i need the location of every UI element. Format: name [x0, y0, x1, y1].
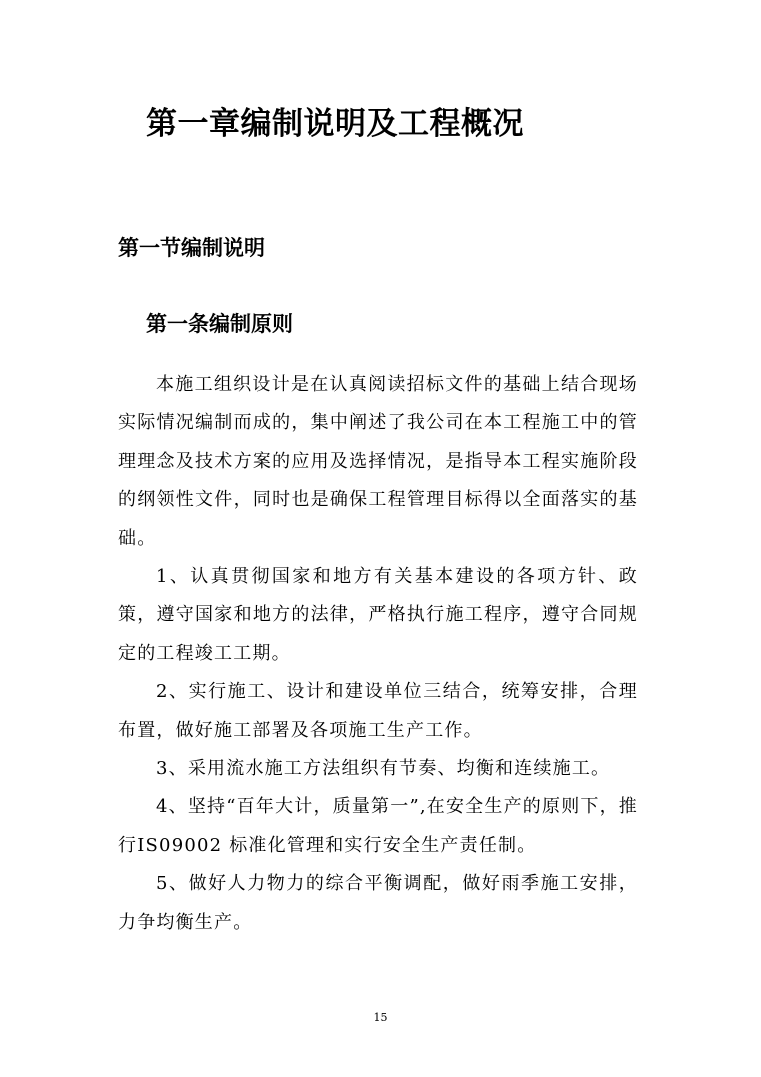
section-title: 第一节编制说明 — [118, 236, 265, 260]
body-text — [118, 366, 638, 942]
page-number: 15 — [373, 1011, 388, 1024]
paragraph-item-4: 4、坚持“百年大计，质量第一”,在安全生产的原则下，推行IS09002 标准化管理和实行安全生产责任制。 — [118, 796, 638, 856]
paragraph-item-1: 1、认真贯彻国家和地方有关基本建设的各项方针、政策，遵守国家和地方的法律，严格执行施工程序，遵守合同规定的工程竣工工期。 — [118, 566, 638, 664]
chapter-title: 第一章编制说明及工程概况 — [146, 106, 524, 142]
paragraph-item-3: 3、采用流水施工方法组织有节奏、均衡和连续施工。 — [156, 758, 611, 780]
paragraph-intro: 本施工组织设计是在认真阅读招标文件的基础上结合现场实际情况编制而成的，集中阐述了我公司在本工程施工中的管理理念及技术方案的应用及选择情况，是指导本工程实施阶段的纲领性文件，同时也是确保工程管理目标得以全面落实的基础。 — [118, 374, 638, 549]
article-title: 第一条编制原则 — [146, 312, 293, 336]
paragraph-item-2: 2、实行施工、设计和建设单位三结合，统筹安排，合理布置，做好施工部署及各项施工生产工作。 — [118, 681, 638, 741]
paragraph-item-5: 5、做好人力物力的综合平衡调配，做好雨季施工安排，力争均衡生产。 — [118, 873, 638, 933]
